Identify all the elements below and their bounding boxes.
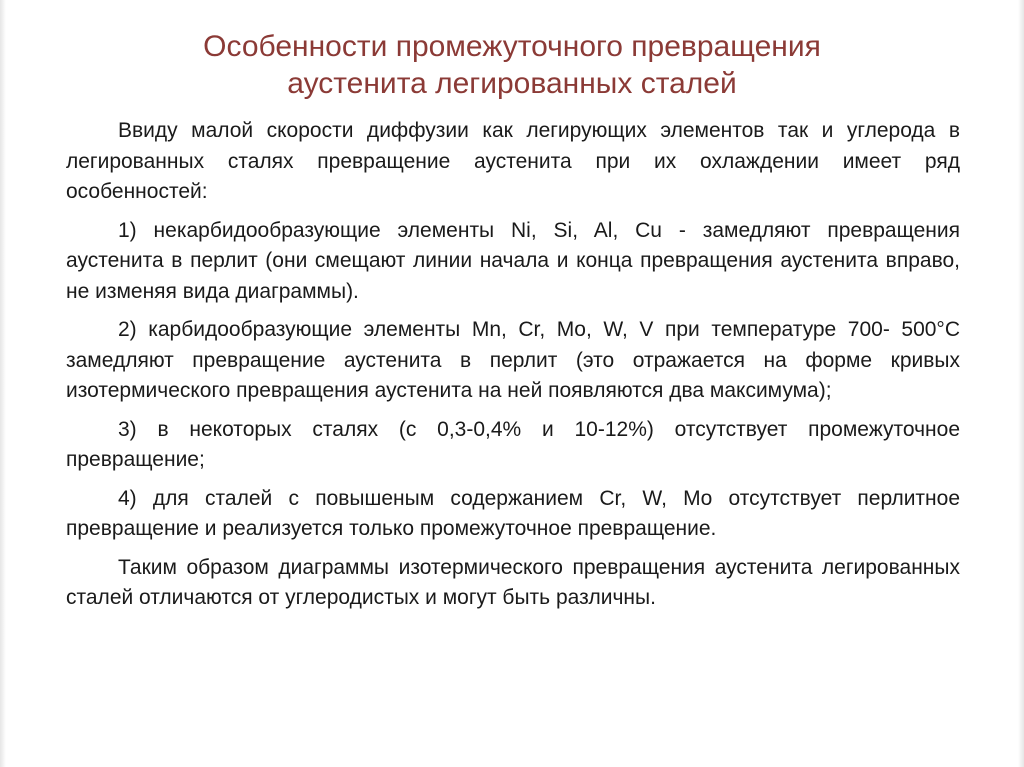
conclusion-paragraph: Таким образом диаграммы изотермического превращения аустенита легированных сталей отличаются от углеродистых и могут быть различны.	[66, 555, 960, 609]
slide-title-line-1: Особенности промежуточного превращения	[203, 30, 821, 63]
slide-body	[66, 116, 960, 622]
slide-title	[100, 28, 924, 102]
point-2-paragraph: 2) карбидообразующие элементы Mn, Cr, Mo, W, V при температуре 700- 500°С замедляют превращение аустенита в перлит (это отражается на форме кривых изотермического превращения аустенита на ней появляются два максимума);	[66, 318, 960, 402]
point-4-paragraph: 4) для сталей с повышеным содержанием Cr, W, Mo отсутствует перлитное превращение и реализуется только промежуточное превращение.	[66, 486, 960, 540]
intro-paragraph: Ввиду малой скорости диффузии как легирующих элементов так и углерода в легированных сталях превращение аустенита при их охлаждении имеет ряд особенностей:	[66, 119, 960, 203]
slide-edge-left	[0, 0, 6, 767]
point-1-paragraph: 1) некарбидообразующие элементы Ni, Si, Al, Cu - замедляют превращения аустенита в перлит (они смещают линии начала и конца превращения аустенита вправо, не изменяя вида диаграммы).	[66, 218, 960, 303]
point-3-paragraph: 3) в некоторых сталях (с 0,3-0,4% и 10-12%) отсутствует промежуточное превращение;	[66, 417, 960, 471]
slide-title-line-2: аустенита легированных сталей	[287, 67, 737, 100]
slide-edge-right	[1018, 0, 1024, 767]
